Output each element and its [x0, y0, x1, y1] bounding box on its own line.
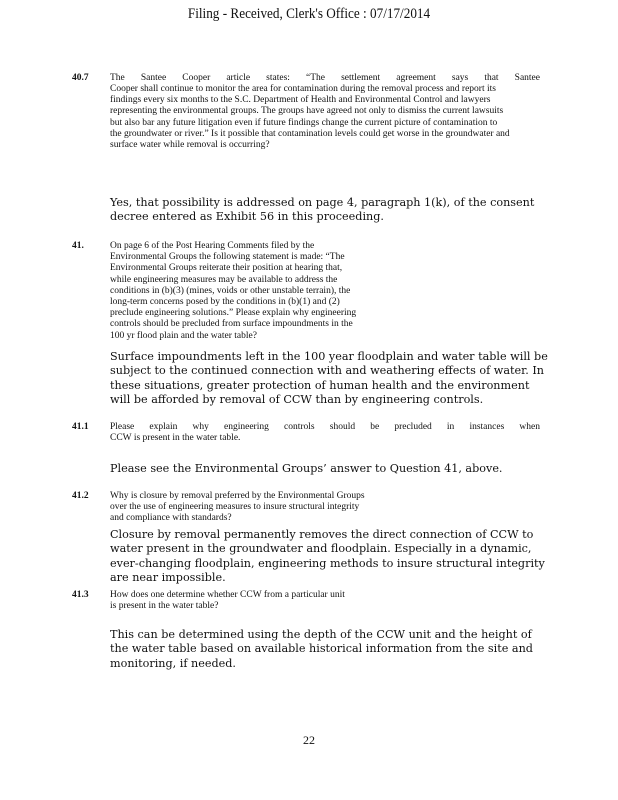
answer-text: Surface impoundments left in the 100 year floodplain and water table will be subject to the continued connection with and weathering effects of water. In these situations, greater protection of human health and the environment will be afforded by removal of CCW than by engineering controls.: [110, 350, 548, 407]
answer-text: Closure by removal permanently removes the direct connection of CCW to water present in the groundwater and floodplain. Especially in a dynamic, ever-changing floodplain, engineering methods to insure structural integrity are near impossible.: [110, 528, 545, 585]
question-line: The Santee Cooper article states: “The settlement agreement says that Santee: [110, 73, 540, 83]
answer-text: Yes, that possibility is addressed on page 4, paragraph 1(k), of the consent decree entered as Exhibit 56 in this proceeding.: [110, 196, 535, 224]
page-number: 22: [303, 733, 315, 747]
answer-text: This can be determined using the depth of the CCW unit and the height of the water table based on available historical information from the site and monitoring, if needed.: [110, 628, 533, 670]
question-text: How does one determine whether CCW from a particular unit is present in the water table?: [110, 590, 345, 612]
item-number: 40.7: [72, 73, 89, 83]
question-text: CCW is present in the water table.: [110, 433, 241, 443]
question-text: Cooper shall continue to monitor the area for contamination during the removal process and report its findings every six months to the S.C. Department of Health and Environmental Control and lawyers representing the environmental groups. The groups have agreed not only to dismiss the current lawsuits but also bar any future litigation even if future findings change the current picture of contamination to the groundwater or river.” Is it possible that contamination levels could get worse in the groundwater and surface water while removal is occurring?: [110, 84, 510, 151]
item-number: 41.1: [72, 422, 89, 432]
filing-header: Filing - Received, Clerk's Office : 07/17/2014: [187, 6, 431, 22]
answer-text: Please see the Environmental Groups’ answer to Question 41, above.: [110, 462, 503, 475]
item-number: 41.3: [72, 590, 89, 600]
question-text: Why is closure by removal preferred by the Environmental Groups over the use of engineering measures to insure structural integrity and compliance with standards?: [110, 491, 365, 524]
question-line: Please explain why engineering controls should be precluded in instances when: [110, 422, 540, 432]
question-text: On page 6 of the Post Hearing Comments filed by the Environmental Groups the following statement is made: “The Environmental Groups reiterate their position at hearing that, while engineering measures may be available to address the conditions in (b)(3) (mines, voids or other unstable terrain), the long-term concerns posed by the conditions in (b)(1) and (2) preclude engineering solutions.” Please explain why engineering controls should be precluded from surface impoundments in the 100 yr flood plain and the water table?: [110, 241, 357, 341]
item-number: 41.: [72, 241, 84, 251]
item-number: 41.2: [72, 491, 89, 501]
